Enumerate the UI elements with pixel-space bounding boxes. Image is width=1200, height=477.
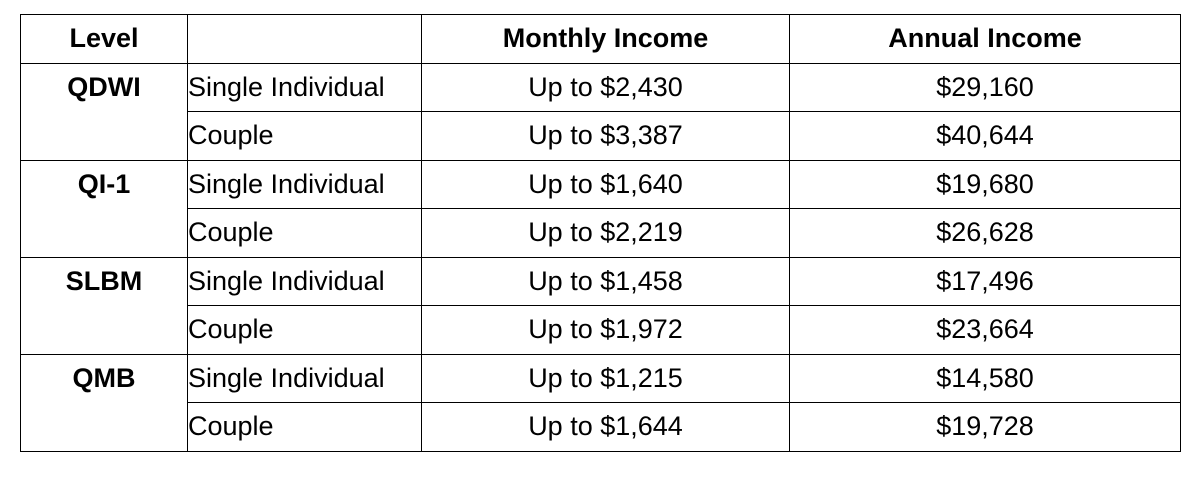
- header-level: Level: [21, 15, 188, 64]
- annual-income-cell: $17,496: [790, 257, 1181, 306]
- header-row: [21, 15, 1181, 64]
- household-type-cell: Couple: [188, 403, 422, 452]
- household-type-cell: Couple: [188, 112, 422, 161]
- header-annual-income: Annual Income: [790, 15, 1181, 64]
- level-cell: QMB: [21, 354, 188, 403]
- level-cell: [21, 306, 188, 355]
- monthly-income-cell: Up to $1,458: [422, 257, 790, 306]
- monthly-income-cell: Up to $1,215: [422, 354, 790, 403]
- table-row: [21, 403, 1181, 452]
- household-type-cell: Single Individual: [188, 160, 422, 209]
- table-row: [21, 257, 1181, 306]
- level-cell: QI-1: [21, 160, 188, 209]
- monthly-income-cell: Up to $2,219: [422, 209, 790, 258]
- level-cell: [21, 112, 188, 161]
- annual-income-cell: $14,580: [790, 354, 1181, 403]
- annual-income-cell: $23,664: [790, 306, 1181, 355]
- table-row: [21, 112, 1181, 161]
- monthly-income-cell: Up to $2,430: [422, 63, 790, 112]
- annual-income-cell: $26,628: [790, 209, 1181, 258]
- household-type-cell: Single Individual: [188, 354, 422, 403]
- household-type-cell: Single Individual: [188, 257, 422, 306]
- table-row: [21, 63, 1181, 112]
- level-cell: SLBM: [21, 257, 188, 306]
- header-monthly-income: Monthly Income: [422, 15, 790, 64]
- household-type-cell: Single Individual: [188, 63, 422, 112]
- annual-income-cell: $29,160: [790, 63, 1181, 112]
- annual-income-cell: $19,680: [790, 160, 1181, 209]
- monthly-income-cell: Up to $1,972: [422, 306, 790, 355]
- household-type-cell: Couple: [188, 209, 422, 258]
- table-row: [21, 209, 1181, 258]
- monthly-income-cell: Up to $1,644: [422, 403, 790, 452]
- income-limits-table: [20, 14, 1181, 452]
- household-type-cell: Couple: [188, 306, 422, 355]
- level-cell: [21, 403, 188, 452]
- level-cell: [21, 209, 188, 258]
- monthly-income-cell: Up to $3,387: [422, 112, 790, 161]
- annual-income-cell: $40,644: [790, 112, 1181, 161]
- table-row: [21, 306, 1181, 355]
- header-household-type: [188, 15, 422, 64]
- table-row: [21, 354, 1181, 403]
- monthly-income-cell: Up to $1,640: [422, 160, 790, 209]
- table-row: [21, 160, 1181, 209]
- annual-income-cell: $19,728: [790, 403, 1181, 452]
- level-cell: QDWI: [21, 63, 188, 112]
